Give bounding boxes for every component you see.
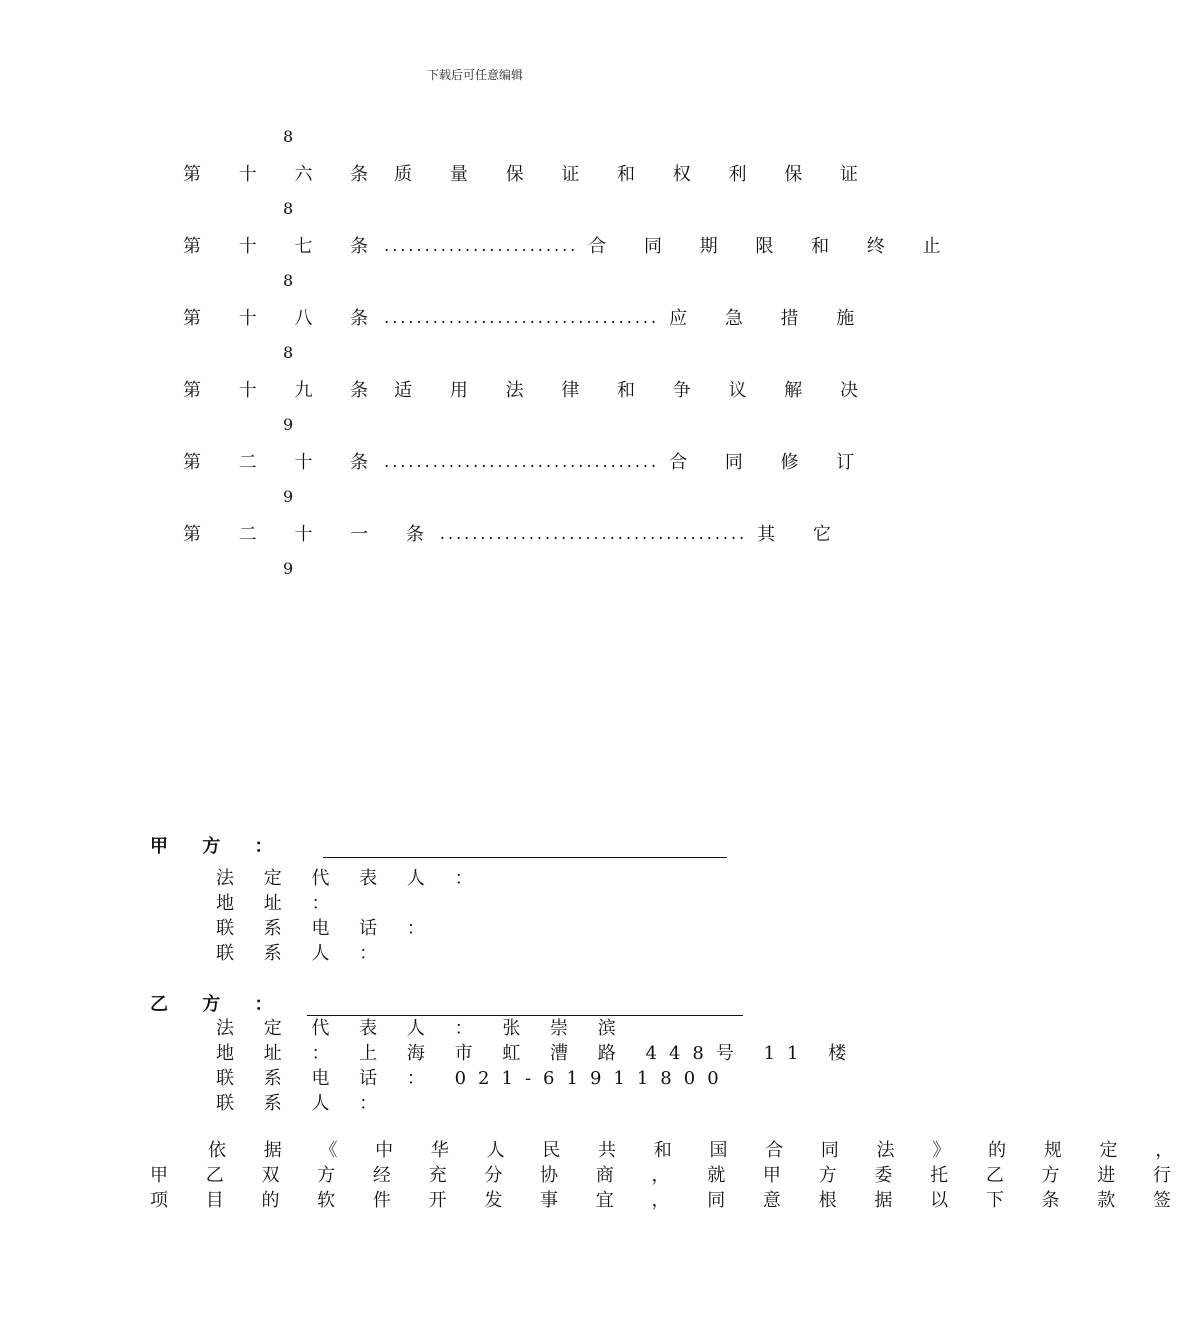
- toc-article-title: 适 用 法 律 和 争 议 解 决: [394, 380, 874, 401]
- toc-page-number: 8: [283, 271, 294, 290]
- party-b-legal-representative: 法 定 代 表 人 ： 张 崇 滨: [216, 1018, 628, 1039]
- party-a-address: 地 址 ：: [216, 893, 342, 914]
- party-b-block: [150, 990, 859, 1116]
- party-b-contact: 联 系 人 ：: [216, 1093, 390, 1114]
- party-b-address: 地 址 ： 上 海 市 虹 漕 路 448号 11 楼: [216, 1043, 859, 1064]
- toc-article-title: 质 量 保 证 和 权 利 保 证: [394, 164, 874, 185]
- toc-entry: [183, 150, 874, 196]
- page-header: 下载后可任意编辑: [426, 68, 523, 82]
- toc-entry: [183, 294, 871, 340]
- toc-article-title: 其 它: [757, 524, 847, 545]
- toc-entry: [183, 510, 847, 556]
- contract-intro-paragraph: [150, 1138, 1189, 1213]
- toc-article-title: 合 同 期 限 和 终 止: [588, 236, 957, 257]
- toc-leader-dots: ..................................: [384, 451, 660, 471]
- party-b-label: 乙 方 ：: [150, 994, 287, 1015]
- toc-article-number: 第 十 八 条: [183, 308, 385, 329]
- toc-article-number: 第 二 十 一 条: [183, 524, 440, 545]
- intro-line: 甲 乙 双 方 经 充 分 协 商 ， 就 甲 方 委 托 乙 方 进 行: [150, 1165, 1187, 1186]
- toc-leader-dots: ..................................: [384, 307, 660, 327]
- intro-line: 项 目 的 软 件 开 发 事 宜 ， 同 意 根 据 以 下 条 款 签: [150, 1190, 1187, 1211]
- party-b-fields: [216, 1016, 859, 1116]
- toc-leader-dots: ......................................: [439, 523, 748, 543]
- intro-line: 依 据 《 中 华 人 民 共 和 国 合 同 法 》 的 规 定 ，: [174, 1140, 1189, 1161]
- party-a-header: [150, 832, 790, 858]
- party-a-fields: [216, 866, 790, 966]
- toc-page-number: 9: [283, 559, 294, 578]
- party-a-signature-line: [323, 841, 727, 858]
- toc-article-number: 第 十 九 条: [183, 380, 385, 401]
- toc-entry: [183, 438, 871, 484]
- toc-entry: [183, 222, 957, 268]
- toc-article-number: 第 十 六 条: [183, 164, 385, 185]
- party-a-legal-representative: 法 定 代 表 人 ：: [216, 868, 485, 889]
- party-a-contact: 联 系 人 ：: [216, 943, 390, 964]
- toc-article-title: 合 同 修 订: [669, 452, 871, 473]
- party-b-signature-line: [307, 999, 743, 1016]
- party-b-header: [150, 990, 790, 1016]
- toc-article-title: 应 急 措 施: [669, 308, 871, 329]
- table-of-contents: [183, 124, 957, 582]
- toc-page-number: 9: [283, 487, 294, 506]
- toc-page-number: 9: [283, 415, 294, 434]
- party-b-phone: 联 系 电 话 ： 021-61911800: [216, 1068, 731, 1089]
- party-a-phone: 联 系 电 话 ：: [216, 918, 437, 939]
- toc-entry: [183, 366, 874, 412]
- toc-page-number: 8: [283, 199, 294, 218]
- toc-page-number: 8: [283, 127, 294, 146]
- toc-article-number: 第 二 十 条: [183, 452, 385, 473]
- toc-page-number: 8: [283, 343, 294, 362]
- toc-leader-dots: ........................: [384, 235, 579, 255]
- party-a-label: 甲 方 ：: [150, 836, 287, 857]
- party-a-block: [150, 832, 790, 966]
- toc-article-number: 第 十 七 条: [183, 236, 385, 257]
